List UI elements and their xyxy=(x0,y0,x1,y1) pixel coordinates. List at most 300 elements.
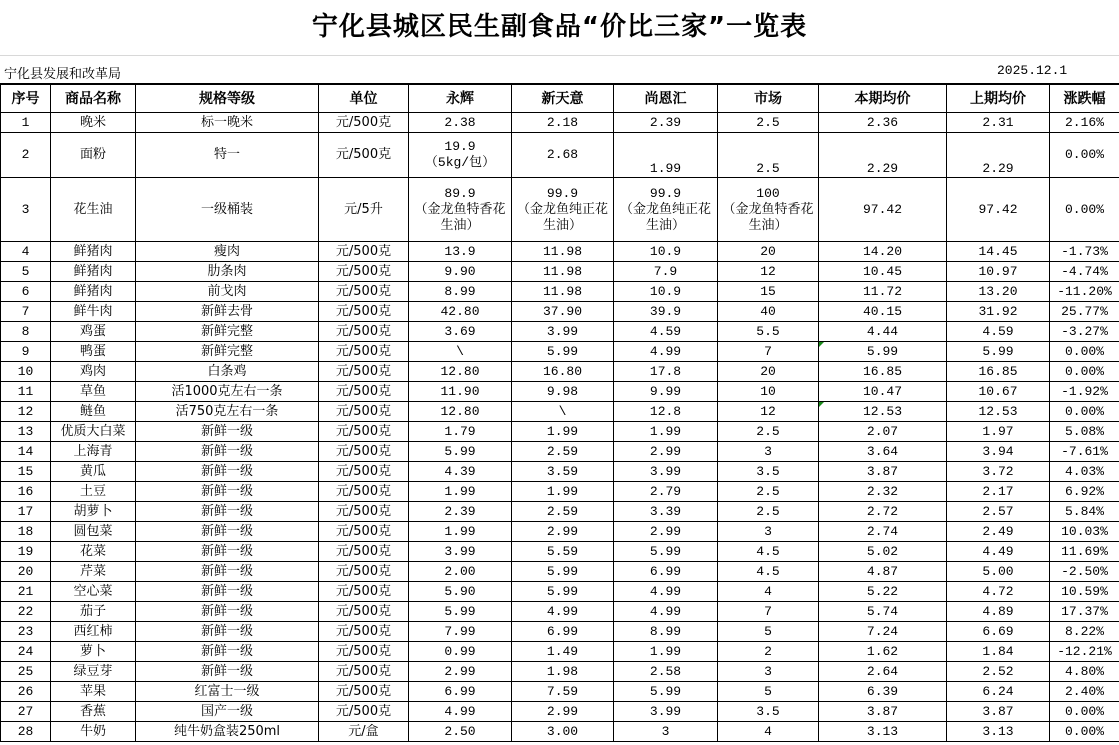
cell-change: 8.22% xyxy=(1050,622,1119,642)
cell-current-avg: 4.44 xyxy=(819,322,947,342)
cell-name: 花菜 xyxy=(51,542,136,562)
cell-unit: 元/500克 xyxy=(319,342,409,362)
cell-market: 2 xyxy=(718,642,819,662)
cell-previous-avg: 3.13 xyxy=(947,722,1050,742)
cell-change: 0.00% xyxy=(1050,133,1119,178)
cell-unit: 元/500克 xyxy=(319,582,409,602)
cell-xintianyi: 9.98 xyxy=(512,382,614,402)
header-previous-avg: 上期均价 xyxy=(947,85,1050,113)
cell-change: -7.61% xyxy=(1050,442,1119,462)
header-spec: 规格等级 xyxy=(136,85,319,113)
cell-current-avg: 3.87 xyxy=(819,702,947,722)
subheader xyxy=(0,56,1119,84)
cell-unit: 元/500克 xyxy=(319,282,409,302)
cell-unit: 元/500克 xyxy=(319,362,409,382)
cell-seq: 3 xyxy=(1,178,51,242)
cell-shangenhui: 5.99 xyxy=(614,682,718,702)
cell-current-avg: 5.22 xyxy=(819,582,947,602)
cell-current-avg: 4.87 xyxy=(819,562,947,582)
cell-yonghui: 7.99 xyxy=(409,622,512,642)
cell-yonghui: 5.99 xyxy=(409,602,512,622)
cell-market: 10 xyxy=(718,382,819,402)
cell-spec: 新鲜一级 xyxy=(136,542,319,562)
cell-name: 鸡蛋 xyxy=(51,322,136,342)
cell-xintianyi: 16.80 xyxy=(512,362,614,382)
cell-previous-avg: 31.92 xyxy=(947,302,1050,322)
header-market: 市场 xyxy=(718,85,819,113)
cell-spec: 白条鸡 xyxy=(136,362,319,382)
cell-xintianyi: 1.99 xyxy=(512,482,614,502)
cell-change: 11.69% xyxy=(1050,542,1119,562)
cell-change: -4.74% xyxy=(1050,262,1119,282)
cell-seq: 7 xyxy=(1,302,51,322)
cell-name: 圆包菜 xyxy=(51,522,136,542)
cell-previous-avg: 6.69 xyxy=(947,622,1050,642)
cell-yonghui: 8.99 xyxy=(409,282,512,302)
cell-previous-avg: 5.99 xyxy=(947,342,1050,362)
cell-yonghui: 89.9 （金龙鱼特香花生油） xyxy=(409,178,512,242)
cell-spec: 新鲜一级 xyxy=(136,622,319,642)
cell-previous-avg: 4.89 xyxy=(947,602,1050,622)
cell-current-avg: 2.64 xyxy=(819,662,947,682)
cell-spec: 前戈肉 xyxy=(136,282,319,302)
cell-change: -12.21% xyxy=(1050,642,1119,662)
cell-xintianyi: 2.59 xyxy=(512,442,614,462)
cell-seq: 13 xyxy=(1,422,51,442)
cell-market: 3.5 xyxy=(718,462,819,482)
cell-unit: 元/500克 xyxy=(319,522,409,542)
cell-unit: 元/500克 xyxy=(319,542,409,562)
cell-name: 晚米 xyxy=(51,113,136,133)
cell-change: 2.40% xyxy=(1050,682,1119,702)
cell-yonghui: 11.90 xyxy=(409,382,512,402)
cell-spec: 新鲜一级 xyxy=(136,582,319,602)
table-row xyxy=(1,642,1119,662)
table-row xyxy=(1,242,1119,262)
table-row xyxy=(1,702,1119,722)
cell-market: 7 xyxy=(718,602,819,622)
cell-xintianyi: 11.98 xyxy=(512,242,614,262)
cell-market: 3.5 xyxy=(718,702,819,722)
cell-xintianyi: 3.59 xyxy=(512,462,614,482)
cell-xintianyi: 2.18 xyxy=(512,113,614,133)
cell-yonghui: 0.99 xyxy=(409,642,512,662)
cell-yonghui: 42.80 xyxy=(409,302,512,322)
cell-name: 面粉 xyxy=(51,133,136,178)
cell-xintianyi: 7.59 xyxy=(512,682,614,702)
table-row xyxy=(1,362,1119,382)
cell-seq: 15 xyxy=(1,462,51,482)
cell-market: 2.5 xyxy=(718,502,819,522)
cell-current-avg: 5.99 xyxy=(819,342,947,362)
cell-previous-avg: 2.29 xyxy=(947,133,1050,178)
cell-xintianyi: \ xyxy=(512,402,614,422)
cell-change: 17.37% xyxy=(1050,602,1119,622)
cell-xintianyi: 99.9 （金龙鱼纯正花生油） xyxy=(512,178,614,242)
cell-yonghui: 12.80 xyxy=(409,362,512,382)
cell-current-avg: 97.42 xyxy=(819,178,947,242)
cell-shangenhui: 99.9 （金龙鱼纯正花生油） xyxy=(614,178,718,242)
cell-yonghui: 2.38 xyxy=(409,113,512,133)
table-row xyxy=(1,402,1119,422)
cell-seq: 4 xyxy=(1,242,51,262)
cell-spec: 瘦肉 xyxy=(136,242,319,262)
table-row xyxy=(1,602,1119,622)
cell-change: -2.50% xyxy=(1050,562,1119,582)
table-row xyxy=(1,178,1119,242)
cell-spec: 活750克左右一条 xyxy=(136,402,319,422)
cell-market: 15 xyxy=(718,282,819,302)
table-row xyxy=(1,622,1119,642)
cell-current-avg: 2.72 xyxy=(819,502,947,522)
cell-market: 4.5 xyxy=(718,542,819,562)
cell-previous-avg: 3.94 xyxy=(947,442,1050,462)
cell-name: 土豆 xyxy=(51,482,136,502)
table-row xyxy=(1,522,1119,542)
cell-market: 5 xyxy=(718,622,819,642)
cell-xintianyi: 37.90 xyxy=(512,302,614,322)
cell-market: 12 xyxy=(718,262,819,282)
cell-yonghui: 1.99 xyxy=(409,522,512,542)
cell-name: 茄子 xyxy=(51,602,136,622)
cell-name: 香蕉 xyxy=(51,702,136,722)
cell-unit: 元/5升 xyxy=(319,178,409,242)
cell-previous-avg: 2.49 xyxy=(947,522,1050,542)
cell-shangenhui: 4.99 xyxy=(614,342,718,362)
cell-previous-avg: 13.20 xyxy=(947,282,1050,302)
table-row xyxy=(1,302,1119,322)
cell-seq: 26 xyxy=(1,682,51,702)
cell-previous-avg: 2.57 xyxy=(947,502,1050,522)
cell-market: 20 xyxy=(718,242,819,262)
cell-change: 4.80% xyxy=(1050,662,1119,682)
cell-name: 萝卜 xyxy=(51,642,136,662)
cell-name: 鲜猪肉 xyxy=(51,282,136,302)
page-title: 宁化县城区民生副食品“价比三家”一览表 xyxy=(0,0,1119,56)
cell-yonghui: 5.90 xyxy=(409,582,512,602)
cell-seq: 23 xyxy=(1,622,51,642)
cell-change: 25.77% xyxy=(1050,302,1119,322)
cell-xintianyi: 5.99 xyxy=(512,562,614,582)
cell-xintianyi: 1.49 xyxy=(512,642,614,662)
cell-unit: 元/500克 xyxy=(319,422,409,442)
cell-xintianyi: 2.68 xyxy=(512,133,614,178)
cell-spec: 纯牛奶盒装250ml xyxy=(136,722,319,742)
cell-change: -11.20% xyxy=(1050,282,1119,302)
organization: 宁化县发展和改革局 xyxy=(4,67,122,82)
cell-change: 0.00% xyxy=(1050,342,1119,362)
cell-yonghui: 19.9 （5kg/包） xyxy=(409,133,512,178)
cell-name: 鲜猪肉 xyxy=(51,242,136,262)
cell-seq: 14 xyxy=(1,442,51,462)
table-row xyxy=(1,342,1119,362)
header-seq: 序号 xyxy=(1,85,51,113)
table-row xyxy=(1,322,1119,342)
cell-shangenhui: 8.99 xyxy=(614,622,718,642)
cell-shangenhui: 4.59 xyxy=(614,322,718,342)
cell-seq: 18 xyxy=(1,522,51,542)
cell-shangenhui: 3 xyxy=(614,722,718,742)
cell-market: 7 xyxy=(718,342,819,362)
cell-market: 4 xyxy=(718,722,819,742)
cell-current-avg: 3.87 xyxy=(819,462,947,482)
cell-seq: 17 xyxy=(1,502,51,522)
cell-seq: 19 xyxy=(1,542,51,562)
cell-yonghui: \ xyxy=(409,342,512,362)
cell-spec: 活1000克左右一条 xyxy=(136,382,319,402)
cell-market: 12 xyxy=(718,402,819,422)
cell-yonghui: 6.99 xyxy=(409,682,512,702)
cell-seq: 16 xyxy=(1,482,51,502)
cell-seq: 2 xyxy=(1,133,51,178)
cell-name: 黄瓜 xyxy=(51,462,136,482)
cell-yonghui: 3.99 xyxy=(409,542,512,562)
header-name: 商品名称 xyxy=(51,85,136,113)
cell-spec: 新鲜一级 xyxy=(136,482,319,502)
cell-yonghui: 2.50 xyxy=(409,722,512,742)
cell-shangenhui: 1.99 xyxy=(614,422,718,442)
report-date: 2025.12.1 xyxy=(997,63,1068,78)
cell-name: 鸭蛋 xyxy=(51,342,136,362)
cell-change: 0.00% xyxy=(1050,702,1119,722)
cell-previous-avg: 10.67 xyxy=(947,382,1050,402)
cell-shangenhui: 5.99 xyxy=(614,542,718,562)
cell-market: 4.5 xyxy=(718,562,819,582)
table-row xyxy=(1,482,1119,502)
cell-current-avg: 2.32 xyxy=(819,482,947,502)
cell-shangenhui: 1.99 xyxy=(614,642,718,662)
cell-market: 2.5 xyxy=(718,113,819,133)
cell-seq: 24 xyxy=(1,642,51,662)
cell-spec: 新鲜一级 xyxy=(136,662,319,682)
cell-change: 2.16% xyxy=(1050,113,1119,133)
cell-shangenhui: 2.99 xyxy=(614,442,718,462)
cell-shangenhui: 6.99 xyxy=(614,562,718,582)
cell-unit: 元/500克 xyxy=(319,382,409,402)
cell-seq: 20 xyxy=(1,562,51,582)
cell-yonghui: 1.79 xyxy=(409,422,512,442)
cell-unit: 元/500克 xyxy=(319,642,409,662)
table-row xyxy=(1,422,1119,442)
cell-unit: 元/500克 xyxy=(319,262,409,282)
cell-xintianyi: 11.98 xyxy=(512,262,614,282)
cell-market: 3 xyxy=(718,522,819,542)
cell-change: -1.73% xyxy=(1050,242,1119,262)
cell-change: 6.92% xyxy=(1050,482,1119,502)
cell-previous-avg: 10.97 xyxy=(947,262,1050,282)
cell-shangenhui: 9.99 xyxy=(614,382,718,402)
cell-spec: 新鲜一级 xyxy=(136,442,319,462)
cell-unit: 元/500克 xyxy=(319,322,409,342)
cell-name: 西红柿 xyxy=(51,622,136,642)
cell-unit: 元/500克 xyxy=(319,502,409,522)
cell-name: 苹果 xyxy=(51,682,136,702)
cell-change: -1.92% xyxy=(1050,382,1119,402)
price-table xyxy=(0,84,1119,742)
cell-current-avg: 40.15 xyxy=(819,302,947,322)
table-row xyxy=(1,582,1119,602)
cell-current-avg: 3.13 xyxy=(819,722,947,742)
cell-unit: 元/500克 xyxy=(319,702,409,722)
cell-spec: 一级桶装 xyxy=(136,178,319,242)
cell-shangenhui: 4.99 xyxy=(614,602,718,622)
cell-xintianyi: 2.59 xyxy=(512,502,614,522)
cell-current-avg: 12.53 xyxy=(819,402,947,422)
cell-name: 上海青 xyxy=(51,442,136,462)
cell-unit: 元/盒 xyxy=(319,722,409,742)
cell-previous-avg: 4.72 xyxy=(947,582,1050,602)
table-row xyxy=(1,682,1119,702)
cell-shangenhui: 1.99 xyxy=(614,133,718,178)
cell-spec: 新鲜一级 xyxy=(136,422,319,442)
cell-previous-avg: 2.17 xyxy=(947,482,1050,502)
cell-xintianyi: 2.99 xyxy=(512,702,614,722)
cell-shangenhui: 39.9 xyxy=(614,302,718,322)
cell-spec: 红富士一级 xyxy=(136,682,319,702)
cell-seq: 8 xyxy=(1,322,51,342)
cell-shangenhui: 10.9 xyxy=(614,242,718,262)
cell-shangenhui: 2.39 xyxy=(614,113,718,133)
cell-unit: 元/500克 xyxy=(319,113,409,133)
cell-shangenhui: 3.99 xyxy=(614,462,718,482)
cell-yonghui: 12.80 xyxy=(409,402,512,422)
table-row xyxy=(1,502,1119,522)
cell-market: 100 （金龙鱼特香花生油） xyxy=(718,178,819,242)
cell-unit: 元/500克 xyxy=(319,622,409,642)
table-row xyxy=(1,133,1119,178)
cell-current-avg: 11.72 xyxy=(819,282,947,302)
header-unit: 单位 xyxy=(319,85,409,113)
cell-shangenhui: 7.9 xyxy=(614,262,718,282)
cell-market: 4 xyxy=(718,582,819,602)
cell-shangenhui: 2.58 xyxy=(614,662,718,682)
table-row xyxy=(1,282,1119,302)
cell-market: 3 xyxy=(718,662,819,682)
cell-name: 绿豆芽 xyxy=(51,662,136,682)
cell-market: 5 xyxy=(718,682,819,702)
cell-spec: 新鲜一级 xyxy=(136,642,319,662)
cell-previous-avg: 1.84 xyxy=(947,642,1050,662)
cell-market: 40 xyxy=(718,302,819,322)
cell-market: 20 xyxy=(718,362,819,382)
cell-yonghui: 3.69 xyxy=(409,322,512,342)
cell-previous-avg: 2.31 xyxy=(947,113,1050,133)
cell-unit: 元/500克 xyxy=(319,462,409,482)
table-row xyxy=(1,562,1119,582)
cell-shangenhui: 17.8 xyxy=(614,362,718,382)
cell-current-avg: 3.64 xyxy=(819,442,947,462)
header-current-avg: 本期均价 xyxy=(819,85,947,113)
cell-previous-avg: 4.49 xyxy=(947,542,1050,562)
cell-market: 5.5 xyxy=(718,322,819,342)
cell-seq: 1 xyxy=(1,113,51,133)
cell-change: 0.00% xyxy=(1050,722,1119,742)
cell-seq: 22 xyxy=(1,602,51,622)
cell-spec: 新鲜一级 xyxy=(136,462,319,482)
cell-name: 花生油 xyxy=(51,178,136,242)
cell-shangenhui: 12.8 xyxy=(614,402,718,422)
cell-previous-avg: 2.52 xyxy=(947,662,1050,682)
cell-change: 4.03% xyxy=(1050,462,1119,482)
cell-name: 鲜猪肉 xyxy=(51,262,136,282)
cell-seq: 21 xyxy=(1,582,51,602)
cell-seq: 27 xyxy=(1,702,51,722)
table-row xyxy=(1,662,1119,682)
cell-xintianyi: 1.98 xyxy=(512,662,614,682)
cell-previous-avg: 1.97 xyxy=(947,422,1050,442)
cell-current-avg: 7.24 xyxy=(819,622,947,642)
cell-unit: 元/500克 xyxy=(319,682,409,702)
cell-xintianyi: 4.99 xyxy=(512,602,614,622)
table-row xyxy=(1,113,1119,133)
cell-xintianyi: 5.99 xyxy=(512,342,614,362)
cell-unit: 元/500克 xyxy=(319,482,409,502)
cell-name: 空心菜 xyxy=(51,582,136,602)
cell-change: 10.03% xyxy=(1050,522,1119,542)
cell-unit: 元/500克 xyxy=(319,242,409,262)
cell-yonghui: 4.39 xyxy=(409,462,512,482)
cell-current-avg: 16.85 xyxy=(819,362,947,382)
cell-xintianyi: 11.98 xyxy=(512,282,614,302)
cell-change: 0.00% xyxy=(1050,362,1119,382)
cell-unit: 元/500克 xyxy=(319,133,409,178)
cell-change: 10.59% xyxy=(1050,582,1119,602)
header-yonghui: 永辉 xyxy=(409,85,512,113)
cell-previous-avg: 5.00 xyxy=(947,562,1050,582)
cell-spec: 特一 xyxy=(136,133,319,178)
cell-name: 优质大白菜 xyxy=(51,422,136,442)
cell-change: 0.00% xyxy=(1050,402,1119,422)
cell-name: 鲜牛肉 xyxy=(51,302,136,322)
cell-change: 5.84% xyxy=(1050,502,1119,522)
cell-name: 鸡肉 xyxy=(51,362,136,382)
cell-previous-avg: 3.72 xyxy=(947,462,1050,482)
cell-spec: 新鲜完整 xyxy=(136,322,319,342)
cell-unit: 元/500克 xyxy=(319,662,409,682)
cell-current-avg: 2.07 xyxy=(819,422,947,442)
cell-unit: 元/500克 xyxy=(319,402,409,422)
cell-yonghui: 4.99 xyxy=(409,702,512,722)
cell-yonghui: 2.00 xyxy=(409,562,512,582)
cell-yonghui: 1.99 xyxy=(409,482,512,502)
header-shangenhui: 尚恩汇 xyxy=(614,85,718,113)
cell-unit: 元/500克 xyxy=(319,442,409,462)
cell-previous-avg: 6.24 xyxy=(947,682,1050,702)
cell-yonghui: 13.9 xyxy=(409,242,512,262)
cell-current-avg: 2.29 xyxy=(819,133,947,178)
header-row xyxy=(1,85,1119,113)
cell-current-avg: 1.62 xyxy=(819,642,947,662)
cell-previous-avg: 14.45 xyxy=(947,242,1050,262)
cell-unit: 元/500克 xyxy=(319,602,409,622)
cell-shangenhui: 10.9 xyxy=(614,282,718,302)
cell-current-avg: 10.45 xyxy=(819,262,947,282)
cell-xintianyi: 5.59 xyxy=(512,542,614,562)
table-row xyxy=(1,462,1119,482)
cell-spec: 新鲜一级 xyxy=(136,502,319,522)
cell-seq: 12 xyxy=(1,402,51,422)
cell-current-avg: 2.36 xyxy=(819,113,947,133)
cell-current-avg: 5.02 xyxy=(819,542,947,562)
cell-change: 5.08% xyxy=(1050,422,1119,442)
cell-xintianyi: 1.99 xyxy=(512,422,614,442)
cell-seq: 9 xyxy=(1,342,51,362)
cell-shangenhui: 3.39 xyxy=(614,502,718,522)
cell-xintianyi: 3.99 xyxy=(512,322,614,342)
cell-xintianyi: 6.99 xyxy=(512,622,614,642)
cell-yonghui: 5.99 xyxy=(409,442,512,462)
cell-spec: 新鲜一级 xyxy=(136,522,319,542)
